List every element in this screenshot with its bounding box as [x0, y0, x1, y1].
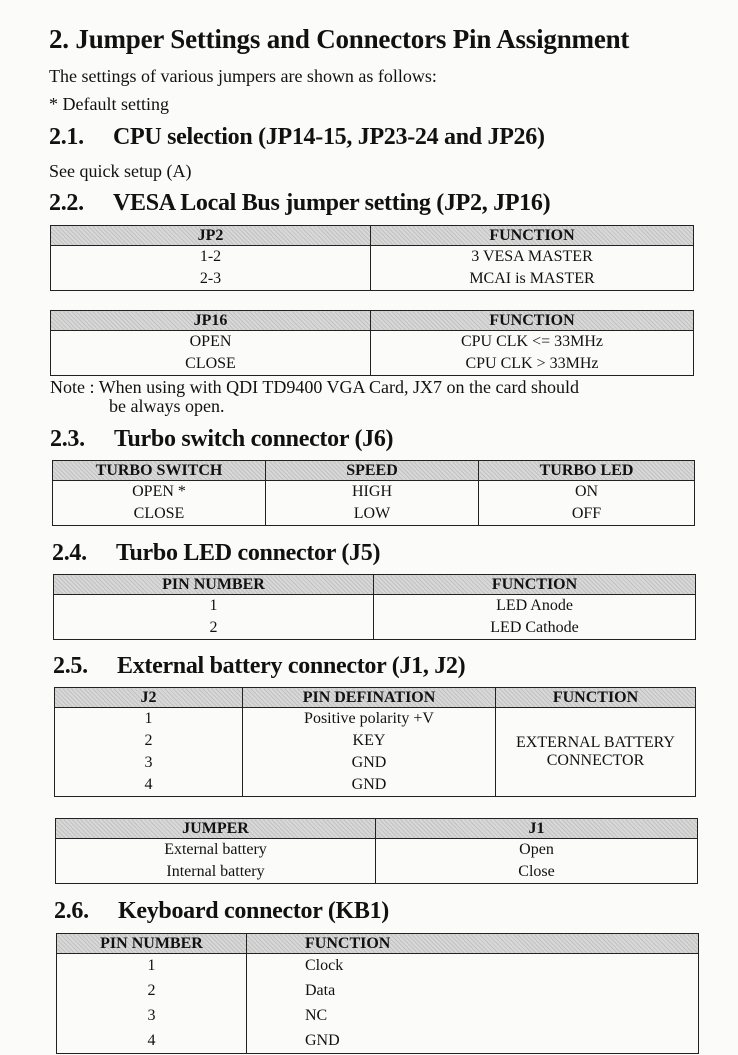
- table-row: [51, 353, 694, 376]
- table-cell: 1: [57, 954, 247, 979]
- table-cell: 3 VESA MASTER: [371, 246, 694, 269]
- table-header: JP16: [51, 311, 371, 331]
- table-cell: Clock: [247, 954, 699, 979]
- table-header: PIN DEFINATION: [243, 688, 496, 708]
- note-line-2: be always open.: [109, 396, 225, 416]
- table-cell: 4: [57, 1029, 247, 1054]
- table-row: [57, 979, 699, 1004]
- table-header: JUMPER: [56, 819, 376, 839]
- turbo-led-table: [53, 574, 696, 640]
- table-row: [51, 246, 694, 269]
- page-title: 2. Jumper Settings and Connectors Pin Assignment: [49, 24, 630, 54]
- keyboard-connector-table: [56, 933, 699, 1054]
- section-2-1-heading: 2.1. CPU selection (JP14-15, JP23-24 and JP26): [49, 124, 545, 150]
- table-row: [53, 481, 695, 504]
- table-cell: 2: [54, 617, 374, 640]
- table-cell: MCAI is MASTER: [371, 268, 694, 291]
- table-header: J1: [376, 819, 698, 839]
- note-line: When using with QDI TD9400 VGA Card, JX7 on the card should: [98, 377, 579, 397]
- section-2-3-heading: 2.3. Turbo switch connector (J6): [50, 426, 394, 452]
- table-cell: 1: [55, 708, 243, 731]
- turbo-switch-table: [52, 460, 695, 526]
- table-row: [57, 1004, 699, 1029]
- table-cell: 3: [57, 1004, 247, 1029]
- table-cell: 2: [57, 979, 247, 1004]
- table-row: [56, 861, 698, 884]
- table-cell: 1: [54, 595, 374, 618]
- table-cell: CPU CLK <= 33MHz: [371, 331, 694, 354]
- table-row: [51, 331, 694, 354]
- table-row: [54, 595, 696, 618]
- table-cell: KEY: [243, 730, 496, 752]
- table-row: [56, 839, 698, 862]
- table-cell: ON: [479, 481, 695, 504]
- section-2-2-heading: 2.2. VESA Local Bus jumper setting (JP2, JP16): [49, 190, 551, 216]
- table-cell: 2: [55, 730, 243, 752]
- table-cell: Data: [247, 979, 699, 1004]
- jp16-table: [50, 310, 694, 376]
- table-cell: External battery: [56, 839, 376, 862]
- table-cell: LOW: [266, 503, 479, 526]
- intro-text: The settings of various jumpers are shown as follows:: [49, 66, 437, 86]
- table-header: FUNCTION: [374, 575, 696, 595]
- table-row: [51, 268, 694, 291]
- table-cell: LED Cathode: [374, 617, 696, 640]
- table-cell: NC: [247, 1004, 699, 1029]
- vesa-note: [50, 378, 579, 397]
- table-row: [55, 708, 696, 731]
- battery-function-cell: EXTERNAL BATTERY CONNECTOR: [496, 708, 696, 797]
- table-header: FUNCTION: [371, 311, 694, 331]
- section-2-6-heading: 2.6. Keyboard connector (KB1): [54, 898, 389, 924]
- table-row: [53, 503, 695, 526]
- table-row: [57, 954, 699, 979]
- table-cell: CLOSE: [53, 503, 266, 526]
- table-cell: 3: [55, 752, 243, 774]
- table-cell: GND: [243, 774, 496, 797]
- table-cell: CPU CLK > 33MHz: [371, 353, 694, 376]
- default-setting-note: * Default setting: [49, 94, 169, 114]
- table-cell: HIGH: [266, 481, 479, 504]
- table-header: TURBO LED: [479, 461, 695, 481]
- section-2-4-heading: 2.4. Turbo LED connector (J5): [52, 540, 381, 566]
- jp2-table: [50, 225, 694, 291]
- battery-jumper-table: [55, 818, 698, 884]
- table-cell: GND: [247, 1029, 699, 1054]
- table-cell: Internal battery: [56, 861, 376, 884]
- table-header: PIN NUMBER: [54, 575, 374, 595]
- section-2-1-text: See quick setup (A): [49, 161, 192, 181]
- table-cell: Close: [376, 861, 698, 884]
- table-cell: OPEN *: [53, 481, 266, 504]
- table-cell: Positive polarity +V: [243, 708, 496, 731]
- table-cell: 4: [55, 774, 243, 797]
- table-header: TURBO SWITCH: [53, 461, 266, 481]
- battery-connector-table: [54, 687, 696, 797]
- table-cell: GND: [243, 752, 496, 774]
- table-cell: OFF: [479, 503, 695, 526]
- table-header: J2: [55, 688, 243, 708]
- section-2-5-heading: 2.5. External battery connector (J1, J2): [53, 653, 466, 679]
- table-cell: OPEN: [51, 331, 371, 354]
- table-header: FUNCTION: [496, 688, 696, 708]
- table-row: [54, 617, 696, 640]
- table-header: JP2: [51, 226, 371, 246]
- table-header: FUNCTION: [247, 934, 699, 954]
- table-cell: CLOSE: [51, 353, 371, 376]
- table-header: FUNCTION: [371, 226, 694, 246]
- note-prefix: Note :: [50, 377, 95, 397]
- table-cell: 2-3: [51, 268, 371, 291]
- table-row: [57, 1029, 699, 1054]
- table-cell: 1-2: [51, 246, 371, 269]
- table-cell: LED Anode: [374, 595, 696, 618]
- table-header: PIN NUMBER: [57, 934, 247, 954]
- table-cell: Open: [376, 839, 698, 862]
- table-header: SPEED: [266, 461, 479, 481]
